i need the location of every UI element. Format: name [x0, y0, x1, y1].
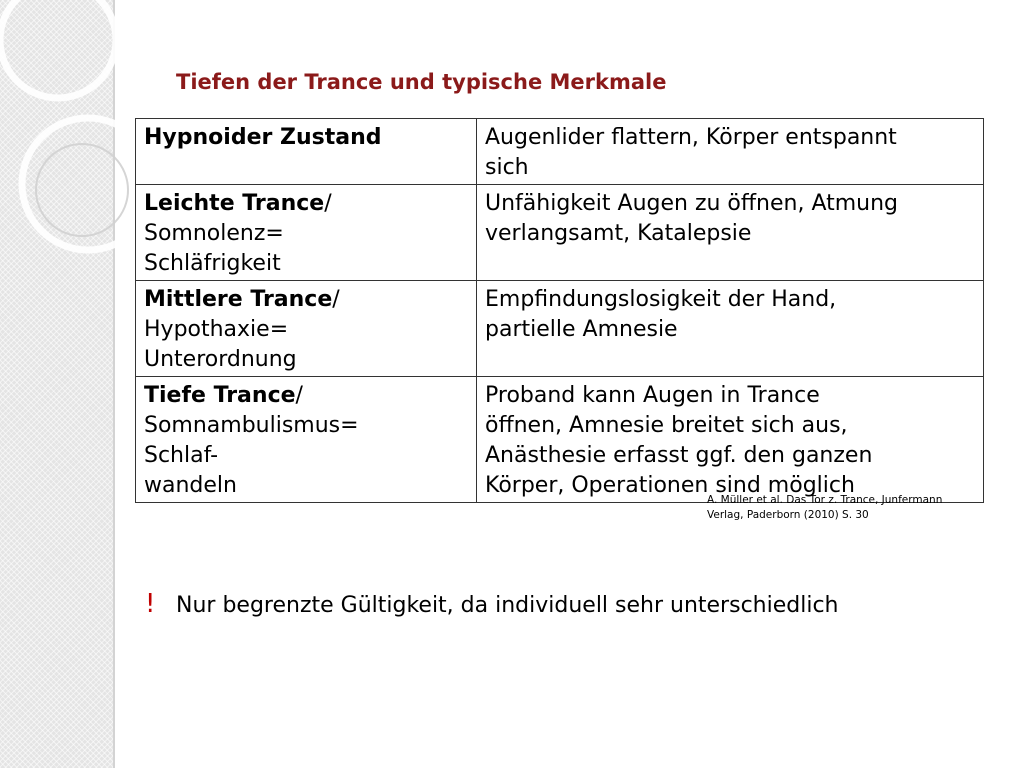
- table-row: [136, 119, 984, 185]
- features-cell: [477, 185, 984, 281]
- depth-meaning: Schlaf-: [144, 443, 219, 468]
- features-line: Unfähigkeit Augen zu öffnen, Atmung: [485, 191, 899, 216]
- depth-meaning: Schläfrigkeit: [144, 251, 281, 276]
- depth-meaning: Unterordnung: [144, 347, 297, 372]
- features-line: Anästhesie erfasst ggf. den ganzen: [485, 443, 873, 468]
- features-cell: [477, 377, 984, 503]
- source-citation: [707, 493, 942, 523]
- depth-separator: /: [295, 383, 303, 408]
- features-line: partielle Amnesie: [485, 317, 678, 342]
- features-line: Proband kann Augen in Trance: [485, 383, 820, 408]
- features-line: Augenlider flattern, Körper entspannt: [485, 125, 897, 150]
- depth-name: Mittlere Trance: [144, 287, 333, 312]
- decorative-arc-top: [0, 0, 116, 98]
- depth-cell: [136, 281, 477, 377]
- slide-title: Tiefen der Trance und typische Merkmale: [176, 70, 667, 94]
- features-line: Körper, Operationen sind möglich: [485, 473, 855, 498]
- depth-name: Hypnoider Zustand: [144, 125, 382, 150]
- exclamation-bullet-icon: !: [145, 589, 156, 619]
- features-line: öffnen, Amnesie breitet sich aus,: [485, 413, 848, 438]
- features-line: sich: [485, 155, 529, 180]
- depth-separator: /: [332, 287, 340, 312]
- table-row: [136, 185, 984, 281]
- depth-term: Somnambulismus=: [144, 413, 359, 438]
- note-text: Nur begrenzte Gültigkeit, da individuell sehr unterschiedlich: [176, 593, 839, 618]
- table-row: [136, 281, 984, 377]
- depth-term: Hypothaxie=: [144, 317, 289, 342]
- validity-note: [145, 589, 838, 619]
- depth-cell: [136, 185, 477, 281]
- depth-name: Leichte Trance: [144, 191, 325, 216]
- depth-meaning: wandeln: [144, 473, 237, 498]
- depth-cell: [136, 377, 477, 503]
- depth-term: Somnolenz=: [144, 221, 284, 246]
- features-line: Empfindungslosigkeit der Hand,: [485, 287, 837, 312]
- depth-cell: [136, 119, 477, 185]
- depth-name: Tiefe Trance: [144, 383, 296, 408]
- table-row: [136, 377, 984, 503]
- features-cell: [477, 119, 984, 185]
- citation-line: Verlag, Paderborn (2010) S. 30: [707, 509, 869, 521]
- features-line: verlangsamt, Katalepsie: [485, 221, 752, 246]
- citation-line: A. Müller et al. Das Tor z. Trance, Junfermann: [707, 494, 943, 506]
- trance-depth-table: [135, 118, 984, 503]
- decorative-arc-inner: [36, 144, 128, 236]
- depth-separator: /: [324, 191, 332, 216]
- features-cell: [477, 281, 984, 377]
